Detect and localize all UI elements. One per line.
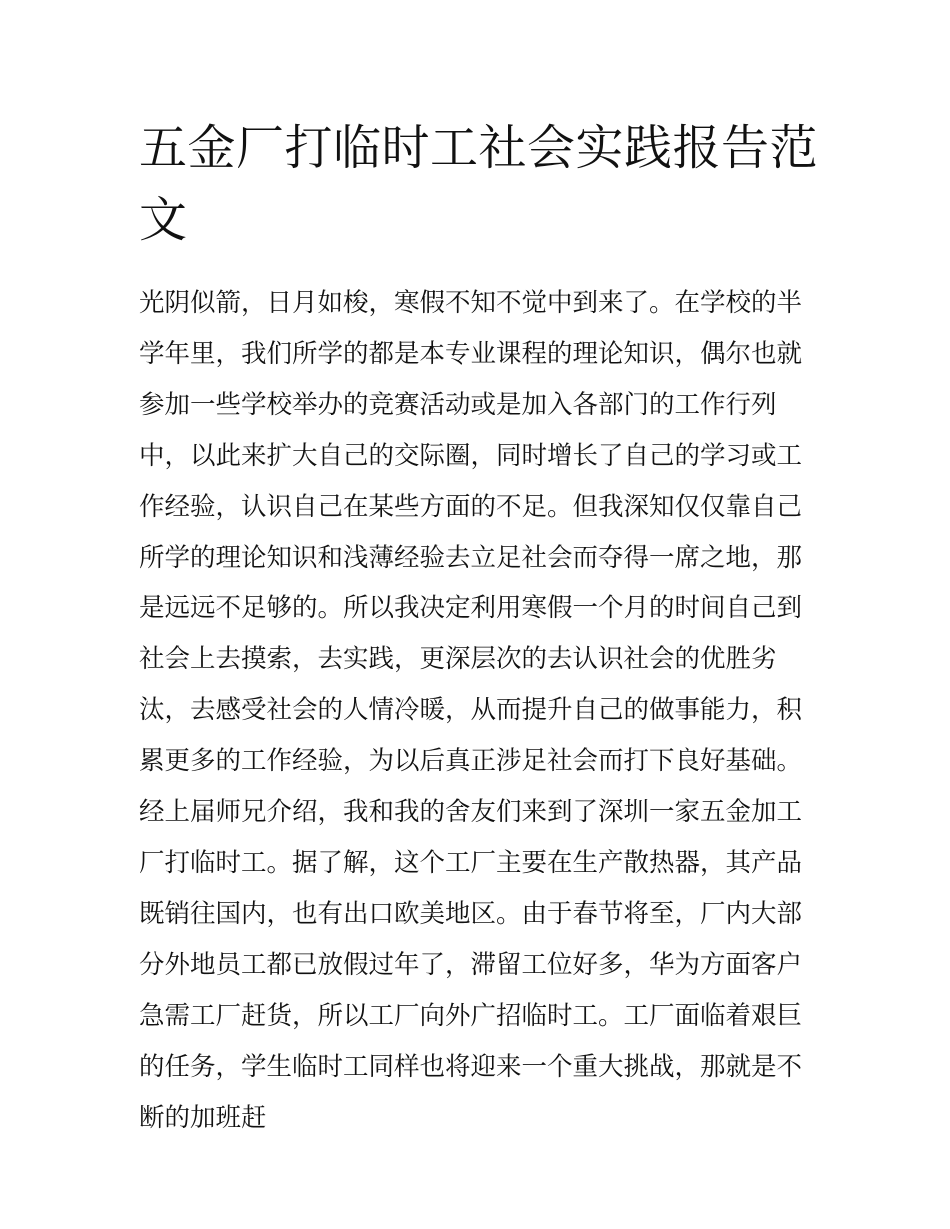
document-title: 五金厂打临时工社会实践报告范文 (139, 120, 819, 248)
paragraph-1: 光阴似箭，日月如梭，寒假不知不觉中到来了。在学校的半学年里，我们所学的都是本专业课程的理论知识，偶尔也就参加一些学校举办的竞赛活动或是加入各部门的工作行列中，以此来扩大自己的交际圈，同时增长了自己的学习或工作经验，认识自己在某些方面的不足。但我深知仅仅靠自己所学的理论知识和浅薄经验去立足社会而夺得一席之地，那是远远不足够的。所以我决定利用寒假一个月的时间自己到社会上去摸索，去实践，更深层次的去认识社会的优胜劣汰，去感受社会的人情冷暖，从而提升自己的做事能力，积累更多的工作经验，为以后真正涉足社会而打下良好基础。 (139, 288, 803, 777)
document-body (139, 278, 815, 1143)
paragraph-2: 经上届师兄介绍，我和我的舍友们来到了深圳一家五金加工厂打临时工。据了解，这个工厂主要在生产散热器，其产品既销往国内，也有出口欧美地区。由于春节将至，厂内大部分外地员工都已放假过年了，滞留工位好多，华为方面客户急需工厂赶货，所以工厂向外广招临时工。工厂面临着艰巨的任务，学生临时工同样也将迎来一个重大挑战，那就是不断的加班赶 (139, 797, 803, 1133)
